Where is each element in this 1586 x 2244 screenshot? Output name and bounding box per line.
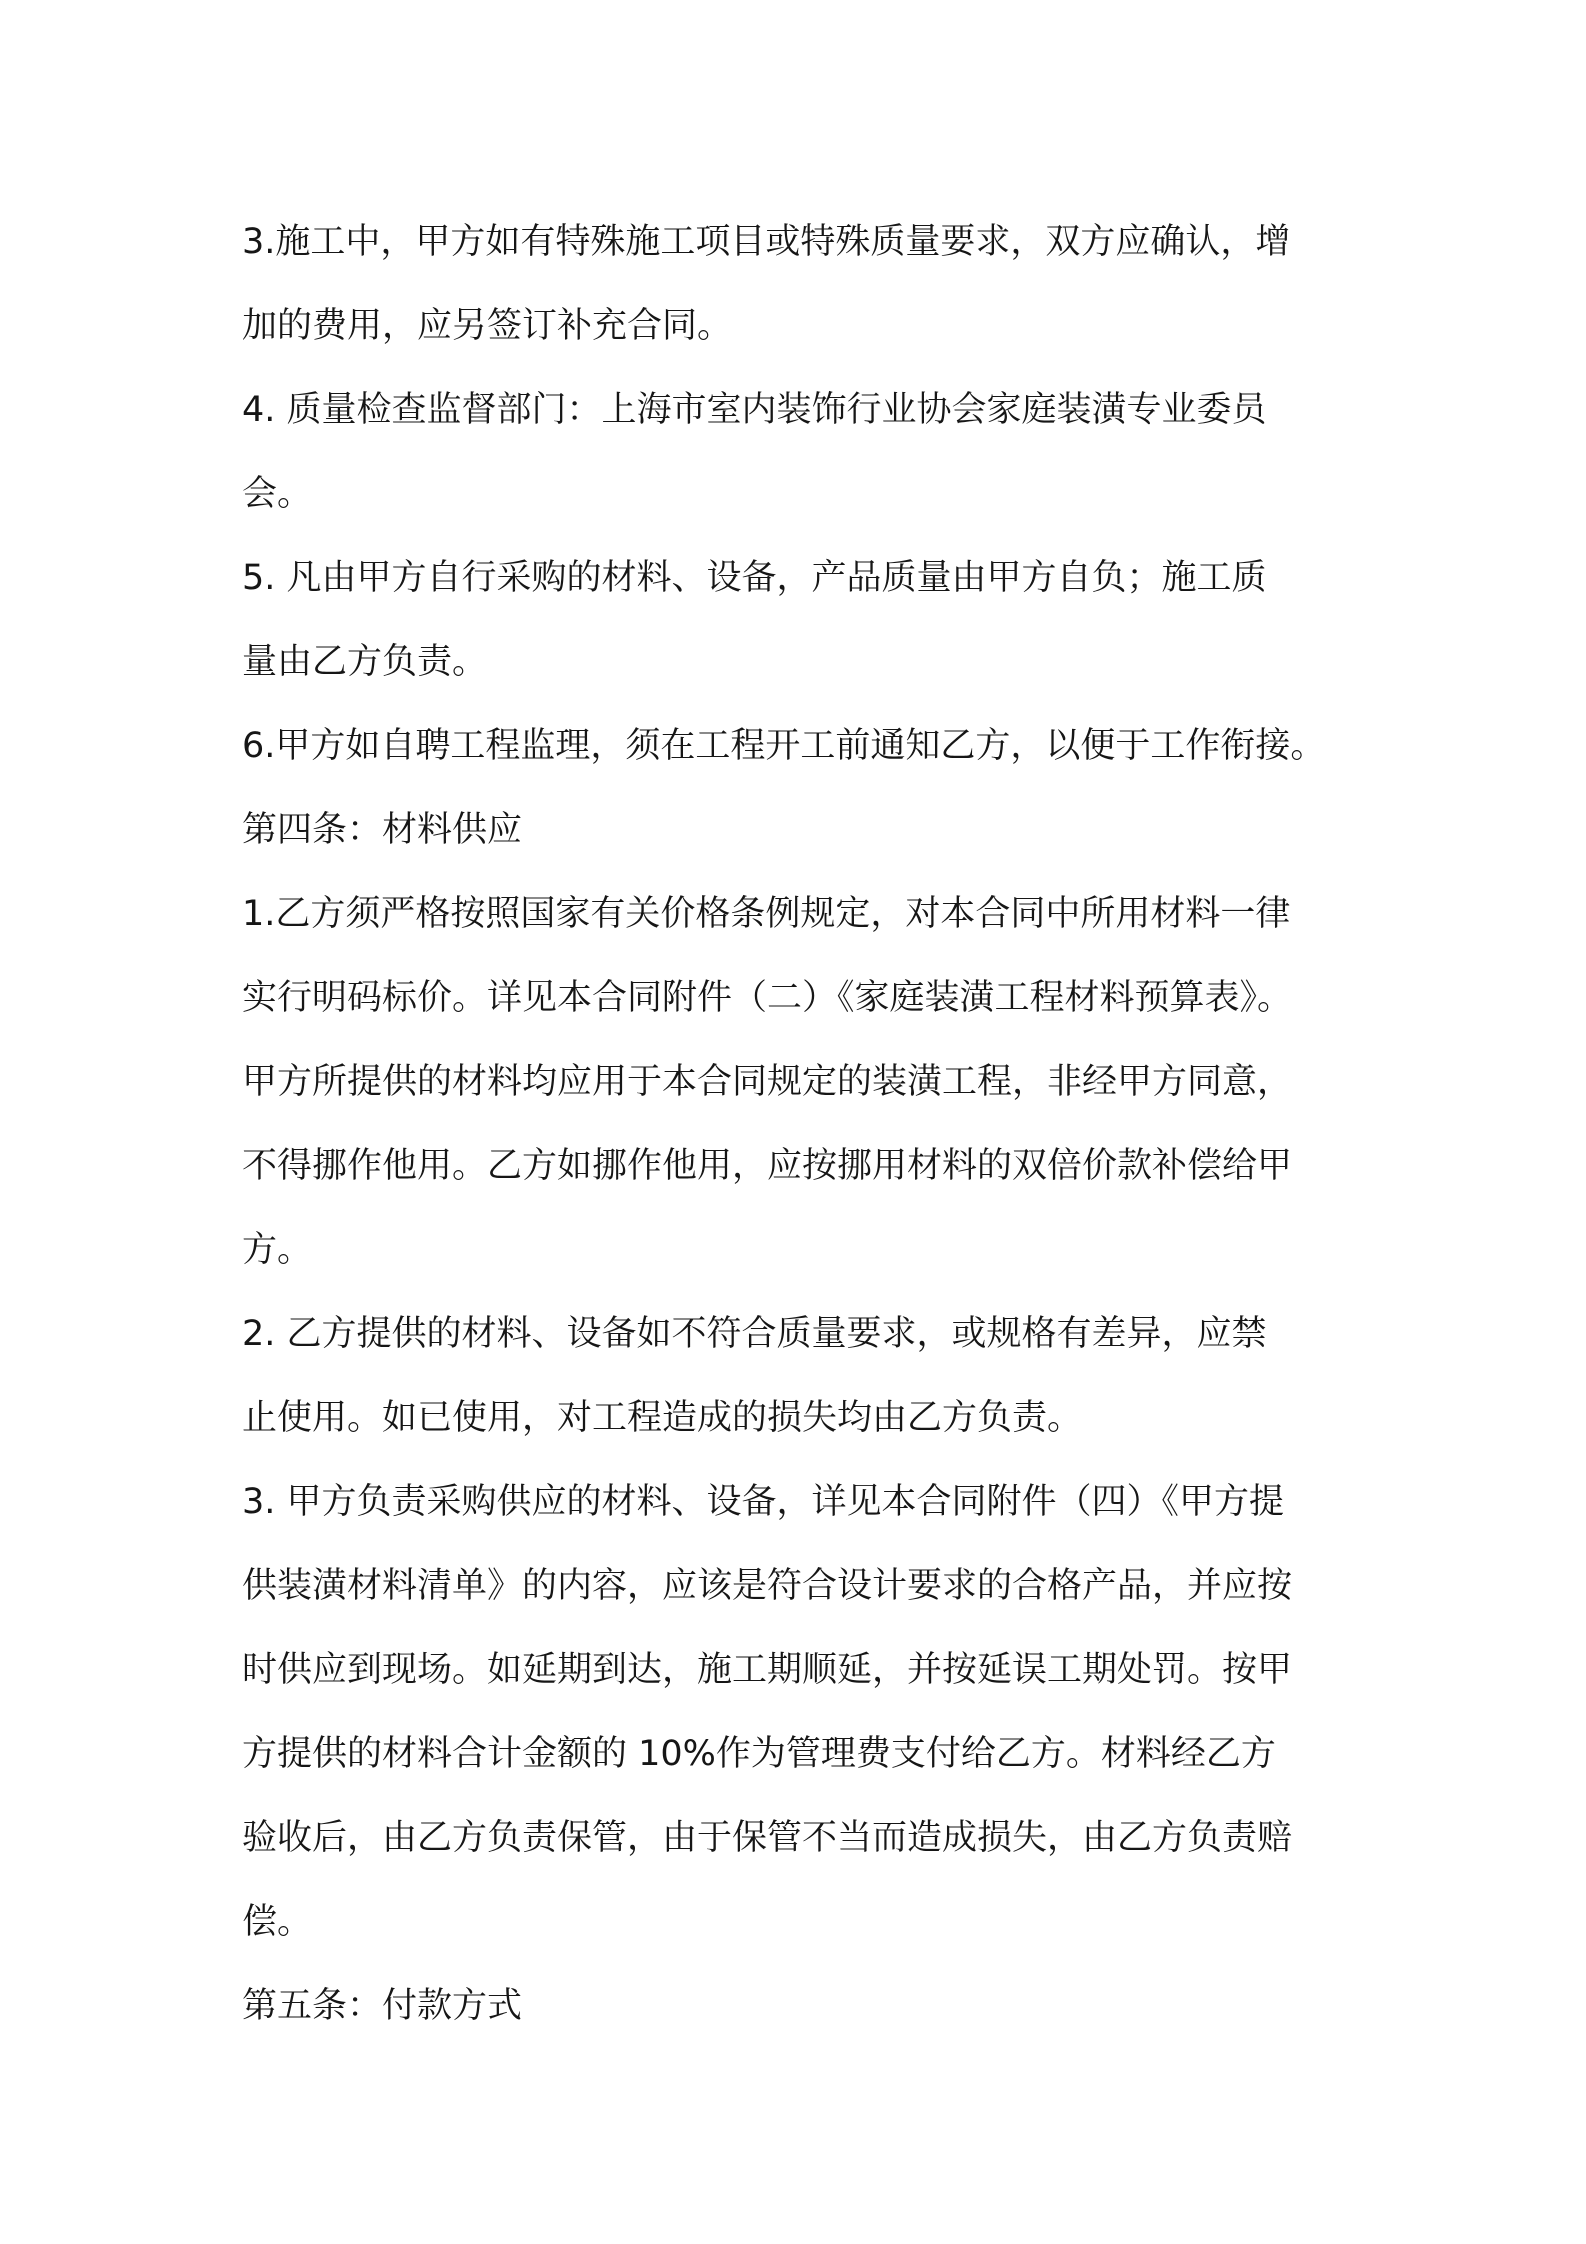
article-4-item-1-line-1: 1.乙方须严格按照国家有关价格条例规定，对本合同中所用材料一律: [242, 894, 1291, 934]
contract-text-body: [242, 200, 1358, 2048]
article-4-item-1-line-3: 甲方所提供的材料均应用于本合同规定的装潢工程，非经甲方同意，: [242, 1062, 1293, 1102]
clause-5-line-1: 5. 凡由甲方自行采购的材料、设备，产品质量由甲方自负；施工质: [242, 558, 1267, 598]
clause-3-line-2: 加的费用，应另签订补充合同。: [242, 306, 733, 346]
article-4-item-2-line-1: 2. 乙方提供的材料、设备如不符合质量要求，或规格有差异，应禁: [242, 1314, 1267, 1354]
article-4-item-2-line-2: 止使用。如已使用，对工程造成的损失均由乙方负责。: [242, 1398, 1083, 1438]
clause-4-line-1: 4. 质量检查监督部门：上海市室内装饰行业协会家庭装潢专业委员: [242, 390, 1267, 430]
article-4-item-3-line-6: 偿。: [242, 1902, 313, 1942]
article-4-item-1-line-2: 实行明码标价。详见本合同附件（二）《家庭装潢工程材料预算表》。: [242, 978, 1293, 1018]
article-4-item-1-line-4: 不得挪作他用。乙方如挪作他用，应按挪用材料的双倍价款补偿给甲: [242, 1146, 1293, 1186]
clause-6-line-1: 6.甲方如自聘工程监理，须在工程开工前通知乙方，以便于工作衔接。: [242, 726, 1326, 766]
clause-5-line-2: 量由乙方负责。: [242, 642, 488, 682]
article-4-item-3-line-2: 供装潢材料清单》的内容，应该是符合设计要求的合格产品，并应按: [242, 1566, 1293, 1606]
article-4-item-3-line-5: 验收后，由乙方负责保管，由于保管不当而造成损失，由乙方负责赔: [242, 1818, 1293, 1858]
section-heading-article-5: 第五条：付款方式: [242, 1986, 523, 2026]
article-4-item-3-line-3: 时供应到现场。如延期到达，施工期顺延，并按延误工期处罚。按甲: [242, 1650, 1293, 1690]
article-4-item-1-line-5: 方。: [242, 1230, 313, 1270]
clause-3-line-1: 3.施工中，甲方如有特殊施工项目或特殊质量要求，双方应确认，增: [242, 222, 1291, 262]
clause-4-line-2: 会。: [242, 474, 313, 514]
article-4-item-3-line-1: 3. 甲方负责采购供应的材料、设备，详见本合同附件（四）《甲方提: [242, 1482, 1285, 1522]
article-4-item-3-line-4: 方提供的材料合计金额的 10%作为管理费支付给乙方。材料经乙方: [242, 1734, 1276, 1774]
section-heading-article-4: 第四条：材料供应: [242, 810, 523, 850]
